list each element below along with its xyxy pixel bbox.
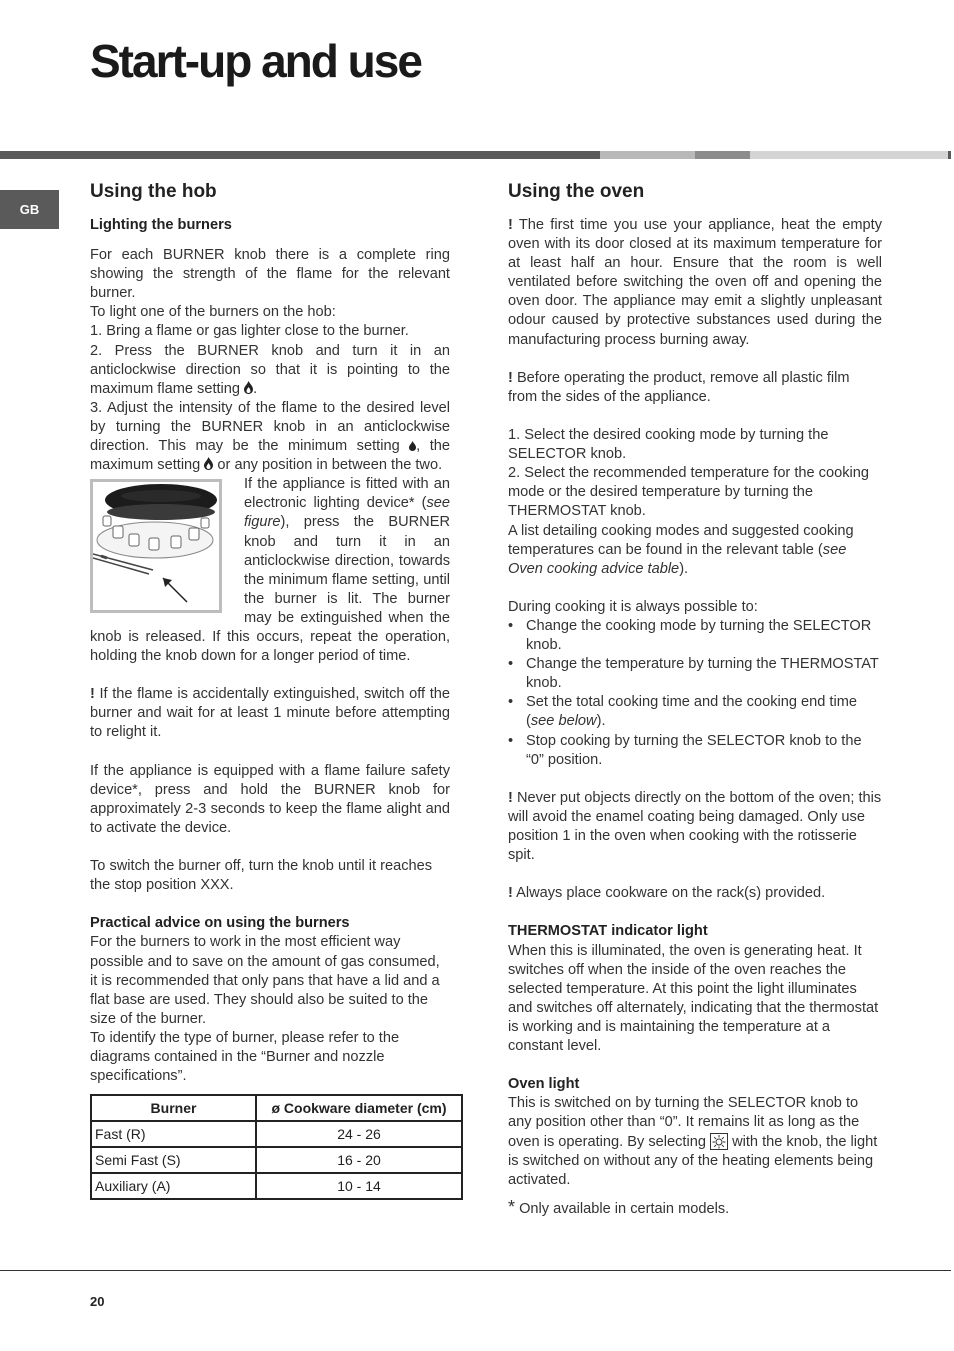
table-header-row	[91, 1095, 462, 1121]
practical-advice-title: Practical advice on using the burners	[90, 915, 350, 932]
see-table-ref: see Oven cooking advice table	[508, 541, 847, 577]
hob-step-3	[90, 399, 450, 475]
hob-step-3-text: 3. Adjust the intensity of the flame to the desired level by turning the BURNER knob in an anticlockwise direction. This may be the minimum setting	[90, 399, 450, 455]
warning-mark: !	[508, 369, 513, 386]
during-cooking-text: During cooking it is always possible to:	[508, 598, 758, 615]
oven-light-icon	[710, 1133, 728, 1150]
hob-column	[90, 180, 450, 1200]
page-title: Start-up and use	[90, 35, 421, 87]
table-row	[91, 1173, 462, 1199]
list-item: • Change the cooking mode by turning the SELECTOR knob.	[508, 617, 882, 655]
hob-step-2: 2. Press the BURNER knob and turn it in an anticlockwise direction so that it is pointing to the maximum flame setting .	[90, 342, 450, 397]
cookware-warning	[508, 884, 882, 903]
thermostat-light-text: When this is illuminated, the oven is generating heat. It switches off when the inside of the oven reaches the selected temperature. At this point the light illuminates and switches off alternately, indicating that the thermostat is working and is maintaining the temperature at a constant level.	[508, 942, 879, 1055]
oven-light-title: Oven light	[508, 1076, 580, 1093]
lighting-burners-title: Lighting the burners	[90, 217, 232, 233]
hob-step-3-text-c: or any position in between the two.	[217, 457, 443, 474]
hob-to-light: To light one of the burners on the hob:	[90, 304, 336, 321]
header-bar-light-end	[750, 151, 948, 159]
oven-section-title: Using the oven	[508, 181, 645, 202]
plastic-film-warning	[508, 369, 882, 407]
thermostat-light-title: THERMOSTAT indicator light	[508, 923, 708, 940]
flame-failure-text: If the appliance is equipped with a flame failure safety device*, press and hold the BURNER knob for approximately 2-3 seconds to keep the flame alight and to activate the device.	[90, 762, 450, 836]
hob-step-3-text-b: , the maximum setting	[90, 438, 450, 474]
flame-large-icon	[244, 381, 253, 394]
identify-burner-text: To identify the type of burner, please refer to the diagrams contained in the “Burner and nozzle specifications”.	[90, 1029, 400, 1085]
cooking-list-text-a: A list detailing cooking modes and suggested cooking temperatures can be found in the relevant table (	[508, 522, 854, 558]
burner-table	[90, 1094, 463, 1200]
see-below-ref: see below	[530, 713, 597, 730]
table-cell-diameter: 10 - 14	[256, 1173, 462, 1199]
language-tab: GB	[0, 190, 59, 229]
list-item-text-a: Set the total cooking time and the cooking end time (	[526, 694, 857, 730]
table-cell-diameter: 24 - 26	[256, 1121, 462, 1147]
warning-extinguished	[90, 685, 450, 742]
hob-section-title: Using the hob	[90, 181, 217, 202]
cookware-warning-text: Always place cookware on the rack(s) provided.	[516, 885, 826, 902]
hob-step-2-text: 2. Press the BURNER knob and turn it in an anticlockwise direction so that it is pointing to the maximum flame setting	[90, 342, 450, 397]
oven-light-text	[508, 1094, 882, 1189]
see-figure-ref: see figure	[244, 495, 450, 531]
footnote-asterisk: *	[508, 1196, 516, 1217]
during-cooking-list	[508, 617, 882, 770]
oven-light-text-b: with the knob, the light is switched on without any of the heating elements being activated.	[508, 1133, 878, 1188]
oven-light-text-a: This is switched on by turning the SELECTOR knob to any position other than “0”. It remains lit as long as the oven is operating. By selecting	[508, 1095, 860, 1150]
list-item	[508, 693, 882, 731]
table-cell-burner: Semi Fast (S)	[91, 1147, 256, 1173]
list-item: • Change the temperature by turning the THERMOSTAT knob.	[508, 655, 882, 693]
warning-mark: !	[508, 217, 513, 233]
oven-step-2: 2. Select the recommended temperature for the cooking mode or the desired temperature by turning the THERMOSTAT knob.	[508, 465, 869, 520]
first-use-warning	[508, 216, 882, 350]
table-header-burner: Burner	[91, 1095, 256, 1121]
electronic-lighting-text-a: If the appliance is fitted with an electronic lighting device* (	[244, 476, 450, 512]
header-bar-dark	[0, 151, 600, 159]
table-row	[91, 1147, 462, 1173]
table-cell-burner: Fast (R)	[91, 1121, 256, 1147]
table-header-diameter: ø Cookware diameter (cm)	[256, 1095, 462, 1121]
switch-off-text: To switch the burner off, turn the knob until it reaches the stop position XXX.	[90, 858, 433, 894]
oven-step-1: 1. Select the desired cooking mode by turning the SELECTOR knob.	[508, 427, 829, 463]
header-bar-tick	[948, 151, 951, 159]
enamel-warning	[508, 789, 882, 865]
table-cell-diameter: 16 - 20	[256, 1147, 462, 1173]
electronic-lighting-text-b: ), press the BURNER knob and turn it in an anticlockwise direction, towards the minimum flame setting, until the burner is lit. The burner may be extinguished when the knob is released. If this occurs, repeat the operation, holding the knob down for a longer period of time.	[90, 514, 450, 665]
cooking-list-text-b: ).	[679, 560, 689, 577]
header-bar-mid	[695, 151, 750, 159]
hob-intro: For each BURNER knob there is a complete ring showing the strength of the flame for the relevant burner.	[90, 247, 450, 302]
cooking-list-text	[508, 522, 882, 579]
flame-large-icon	[204, 457, 213, 470]
warning-mark: !	[508, 789, 513, 806]
table-cell-burner: Auxiliary (A)	[91, 1173, 256, 1199]
footnote-text: Only available in certain models.	[519, 1200, 730, 1217]
page-number: 20	[90, 1294, 105, 1309]
first-use-text: The first time you use your appliance, heat the empty oven with its door closed at its maximum temperature for at least half an hour. Ensure that the room is well ventilated before switching the oven off and opening the oven door. The appliance may emit a slightly unpleasant odour caused by protective substances used during the manufacturing process burning away.	[508, 217, 882, 348]
list-item: • Stop cooking by turning the SELECTOR knob to the “0” position.	[508, 732, 882, 770]
warning-mark: !	[90, 686, 95, 703]
list-item-text-b: ).	[596, 713, 606, 730]
footnote	[508, 1198, 882, 1219]
burner-ignition-figure	[90, 479, 222, 613]
oven-column	[508, 180, 882, 1219]
enamel-warning-text: Never put objects directly on the bottom of the oven; this will avoid the enamel coating being damaged. Only use position 1 in the oven when cooking with the rotisserie spit.	[508, 789, 882, 864]
header-bar-light	[600, 151, 695, 159]
plastic-film-text: Before operating the product, remove all plastic film from the sides of the appliance.	[508, 369, 850, 405]
table-row	[91, 1121, 462, 1147]
hob-step-1: 1. Bring a flame or gas lighter close to the burner.	[90, 323, 409, 340]
practical-advice-text: For the burners to work in the most efficient way possible and to save on the amount of gas consumed, it is recommended that only pans that have a lid and a flat base are used. They should also be suited to the size of the burner.	[90, 934, 440, 1027]
footer-rule	[0, 1270, 951, 1271]
warning-mark: !	[508, 885, 513, 902]
warning-extinguished-text: If the flame is accidentally extinguished, switch off the burner and wait for at least 1 minute before attempting to relight it.	[90, 686, 450, 741]
